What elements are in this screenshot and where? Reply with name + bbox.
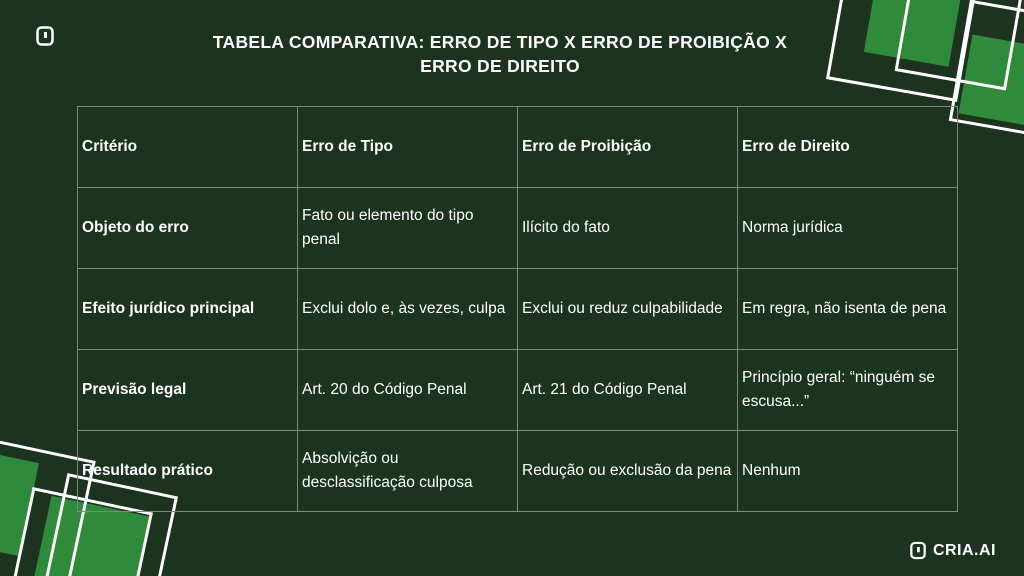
table-cell: Ilícito do fato (518, 188, 738, 269)
table-cell: Princípio geral: “ninguém se escusa...” (738, 350, 958, 431)
table-row (78, 269, 958, 350)
criterion-cell: Resultado prático (78, 431, 298, 512)
table-cell: Redução ou exclusão da pena (518, 431, 738, 512)
table-cell: Exclui dolo e, às vezes, culpa (298, 269, 518, 350)
header-cell: Critério (78, 107, 298, 188)
table-cell: Art. 20 do Código Penal (298, 350, 518, 431)
cria-logo-icon (910, 541, 926, 560)
table-cell: Norma jurídica (738, 188, 958, 269)
criterion-cell: Objeto do erro (78, 188, 298, 269)
header-cell: Erro de Direito (738, 107, 958, 188)
comparison-table (77, 106, 958, 512)
criterion-cell: Efeito jurídico principal (78, 269, 298, 350)
table-cell: Nenhum (738, 431, 958, 512)
table-header-row (78, 107, 958, 188)
brand-name: CRIA.AI (932, 541, 996, 559)
page-title: TABELA COMPARATIVA: ERRO DE TIPO X ERRO DE PROIBIÇÃO X ERRO DE DIREITO (212, 32, 788, 76)
table-cell: Fato ou elemento do tipo penal (298, 188, 518, 269)
cria-logo-icon (36, 26, 54, 46)
table-cell: Em regra, não isenta de pena (738, 269, 958, 350)
brand-logo (910, 541, 996, 560)
table-row (78, 350, 958, 431)
table-row (78, 431, 958, 512)
table-cell: Exclui ou reduz culpabilidade (518, 269, 738, 350)
header-cell: Erro de Tipo (298, 107, 518, 188)
criterion-cell: Previsão legal (78, 350, 298, 431)
table-cell: Art. 21 do Código Penal (518, 350, 738, 431)
table-cell: Absolvição ou desclassificação culposa (298, 431, 518, 512)
table-row (78, 188, 958, 269)
header-cell: Erro de Proibição (518, 107, 738, 188)
